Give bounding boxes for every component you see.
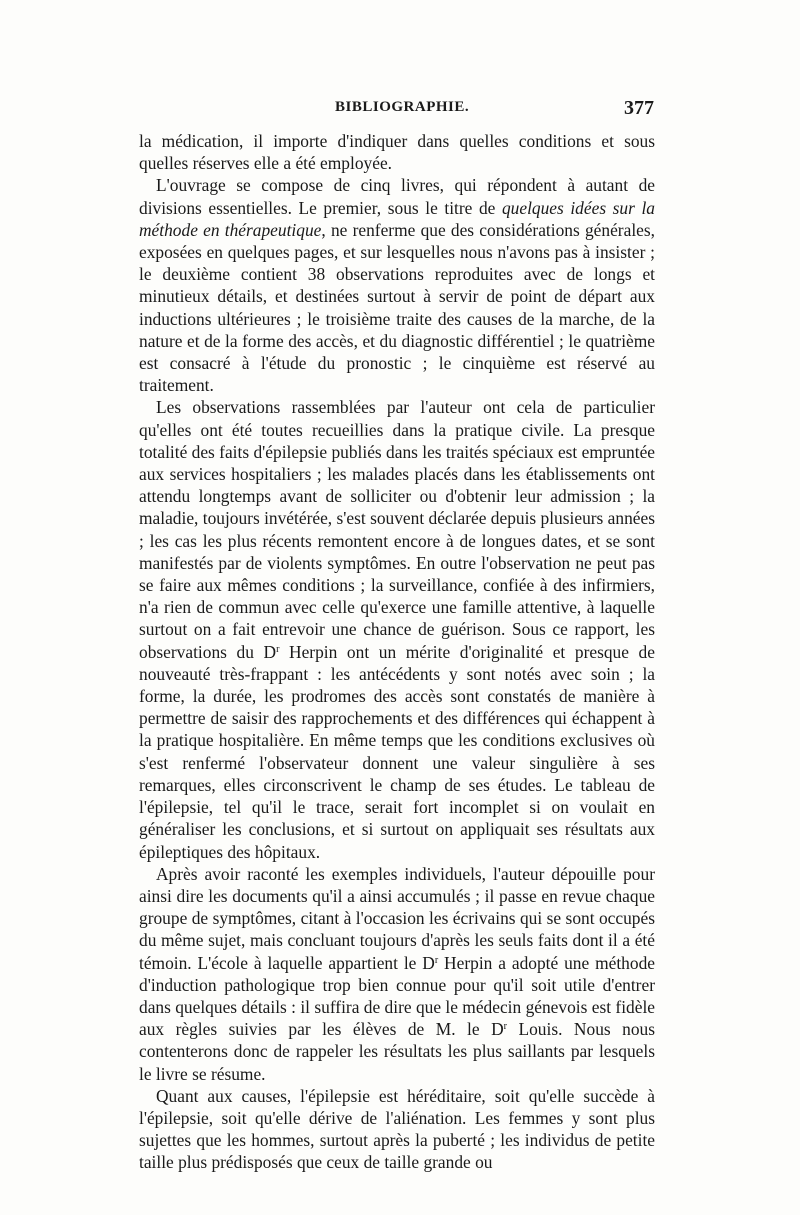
page-header [139,97,654,123]
superscript: r [503,1021,507,1033]
running-title: BIBLIOGRAPHIE. [335,99,470,115]
text-run: Herpin ont un mérite d'originalité et presque de nouveauté très-frappant : les antécédents y sont notés avec soin ; la forme, la durée, les prodromes des accès sont constatés de manière à permettre de saisir des rapprochements et des différences qui échappent à la pratique hospitalière. En même temps que les conditions exclusives où s'est renfermé l'observateur donnent une valeur singulière à ses remarques, elles circonscrivent le champ de ses études. Le tableau de l'épilepsie, tel qu'il le trace, serait fort incomplet si on voulait en généraliser les conclusions, et si surtout on appliquait ses résultats aux épileptiques des hôpitaux. [139,641,655,862]
paragraph [139,396,655,862]
body-text [139,130,655,1174]
text-run: , ne renferme que des considérations générales, exposées en quelques pages, et sur lesquelles nous n'avons pas à insister ; le deuxième contient 38 observations reproduites avec de longs et minutieux détails, et destinées surtout à servir de point de départ aux inductions ultérieures ; le troisième traite des causes de la marche, de la nature et de la forme des accès, et du diagnostic différentiel ; le quatrième est consacré à l'étude du pronostic ; le cinquième est réservé au traitement. [139,219,655,396]
text-run: Herpin a adopté une méthode d'induction pathologique trop bien connue pour qu'il soit utile d'entrer dans quelques détails : il suffira de dire que le médecin génevois est fidèle aux règles suivies par les élèves de M. le D [139,952,655,1040]
page-number: 377 [624,97,654,119]
text-run: L'ouvrage se compose de cinq livres, qui répondent à autant de divisions essentielles. Le premier, sous le titre de [139,175,655,218]
paragraph [139,130,655,174]
paragraph [139,174,655,396]
text-run: Quant aux causes, l'épilepsie est héréditaire, soit qu'elle succède à l'épilepsie, soit qu'elle dérive de l'aliénation. Les femmes y sont plus sujettes que les hommes, surtout après la puberté ; les individus de petite taille plus prédisposés que ceux de taille grande ou [139,1085,655,1173]
text-run: Louis. Nous nous contenterons donc de rappeler les résultats les plus saillants par lesquels le livre se résume. [139,1019,655,1084]
superscript: r [276,643,280,655]
text-run: la médication, il importe d'indiquer dans quelles conditions et sous quelles réserves elle a été employée. [139,131,655,174]
superscript: r [434,954,439,966]
paragraph [139,1085,655,1174]
italic-title: quelques idées sur la méthode en thérapeutique [139,197,655,240]
text-run: Les observations rassemblées par l'auteur ont cela de particulier qu'elles ont été toutes recueillies dans la pratique civile. La presque totalité des faits d'épilepsie publiés dans les traités spéciaux est empruntée aux services hospitaliers ; les malades placés dans les établissements ont attendu longtemps avant de solliciter ou d'obtenir leur admission ; la maladie, toujours invétérée, s'est souvent déclarée depuis plusieurs années ; les cas les plus récents remontent encore à de longues dates, et se sont manifestés par de violents symptômes. En outre l'observation ne peut pas se faire aux mêmes conditions ; la surveillance, confiée à des infirmiers, n'a rien de commun avec celle qu'exerce une famille attentive, à laquelle surtout on a fait entrevoir une chance de guérison. Sous ce rapport, les observations du D [139,397,656,662]
paragraph [139,863,655,1085]
text-run: Après avoir raconté les exemples individuels, l'auteur dépouille pour ainsi dire les documents qu'il a ainsi accumulés ; il passe en revue chaque groupe de symptômes, citant à l'occasion les écrivains qui se sont occupés du même sujet, mais concluant toujours d'après les seuls faits dont il a été témoin. L'école à laquelle appartient le D [139,863,655,973]
